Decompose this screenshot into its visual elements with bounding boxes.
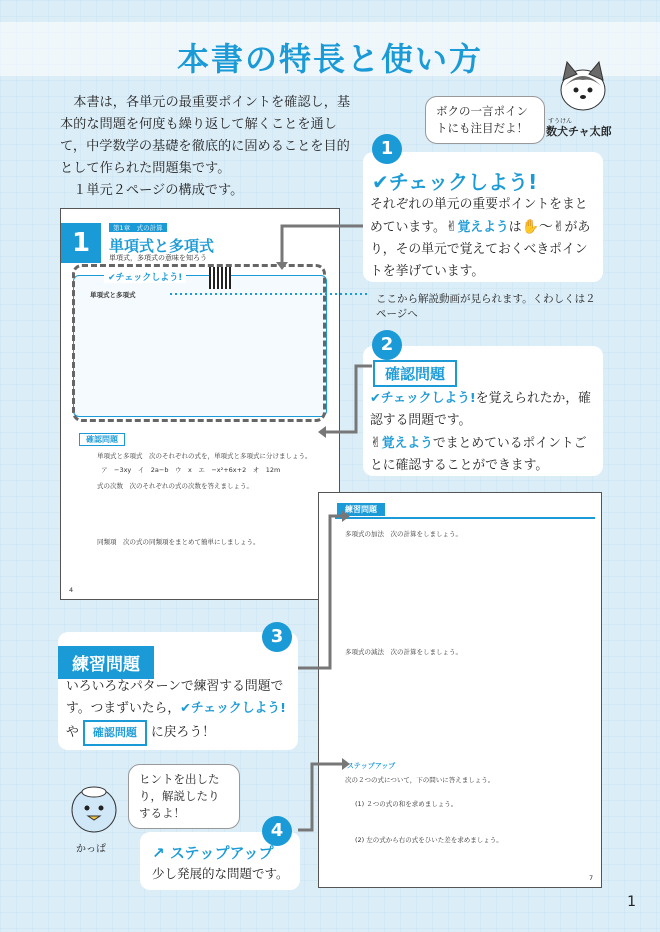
mini-q1: 単項式と多項式 次のそれぞれの式を，単項式と多項式に分けましょう。 <box>97 452 312 460</box>
section2-label: 確認問題 <box>373 360 457 387</box>
section2-text: ✔チェックしよう!を覚えられたか，確認する問題です。 ✌覚えようでまとめているポイントごとに確認することができます。 <box>370 391 591 473</box>
section3-ya: や <box>66 725 79 740</box>
kappa-name: かっぱ <box>76 844 106 855</box>
section2-check: チェックしよう! <box>380 391 476 406</box>
intro-paragraph-1: 本書は，各単元の最重要ポイントを確認し，基本的な問題を何度も繰り返して解くことを通して，中学数学の基礎を徹底的に固めることを目的として作られた問題集です。 <box>60 95 351 176</box>
section1-label-text: チェックしよう! <box>388 170 538 194</box>
mini-right-q3: 次の２つの式について，下の問いに答えましょう。 <box>345 776 495 784</box>
section3-text-b: に戻ろう！ <box>150 725 215 740</box>
section2-oboe: 覚えよう <box>381 436 433 451</box>
section3-number: 3 <box>262 622 292 652</box>
section3-text: いろいろなパターンで練習する問題です。つまずいたら，✔チェックしよう! や 確認問題 に戻ろう！ <box>66 676 294 746</box>
mini-kakunin: 確認問題 <box>79 433 125 446</box>
section4-text: 少し発展的な問題です。 <box>152 866 289 881</box>
mini-q1-answers: ア −3xy イ 2a−b ウ x エ −x²+6x+2 オ 12m <box>101 466 281 474</box>
section3-check: チェックしよう! <box>190 701 286 716</box>
mascot-name: 数犬チャ太郎 <box>546 125 612 138</box>
mini-page-left-number: 4 <box>69 586 74 594</box>
section1-text-a: それぞれの単元の重要ポイントをまとめています。 <box>370 197 588 235</box>
unit-tag: 第1章 式の計算 <box>109 223 167 232</box>
video-note: ここから解説動画が見られます。くわしくは２ページへ <box>376 293 596 320</box>
box-title: 単項式と多項式 <box>90 291 136 299</box>
hand-range-icon: ✋〜✌ <box>521 219 565 235</box>
section3-label: 練習問題 <box>58 646 154 679</box>
section4-label-text: ステップアップ <box>169 844 274 862</box>
section1-label: ✔チェックしよう! <box>372 170 538 194</box>
intro-paragraph-2: １単元２ページの構成です。 <box>73 183 244 198</box>
unit-number: 1 <box>61 223 101 263</box>
section1-text-b: は <box>508 220 522 235</box>
mini-page-right-number: 7 <box>589 874 594 882</box>
mini-q3: 同類項 次の式の同類項をまとめて簡単にしましょう。 <box>97 538 260 546</box>
mini-right-header: 練習問題 <box>337 503 385 516</box>
kappa-bubble: ヒントを出したり，解説したりするよ！ <box>128 764 240 829</box>
mini-right-q1: 多項式の加法 次の計算をしましょう。 <box>345 530 462 538</box>
mascot-bubble: ボクの一言ポイントにも注目だよ！ <box>425 96 545 144</box>
page-number: 1 <box>627 894 636 910</box>
section3-kakunin: 確認問題 <box>83 720 147 746</box>
section3-text-a: いろいろなパターンで練習する問題です。つまずいたら， <box>66 679 284 716</box>
mini-right-q2: 多項式の減法 次の計算をしましょう。 <box>345 648 462 656</box>
section2-text-a: を覚えられたか，確認する問題です。 <box>370 391 591 428</box>
mini-right-q3b: (2) 左の式から右の式をひいた差を求めましょう。 <box>355 836 503 844</box>
mini-right-step-text: ステップアップ <box>346 762 396 770</box>
mini-q2: 式の次数 次のそれぞれの式の次数を答えましょう。 <box>97 482 253 490</box>
mini-right-q3a: (1) ２つの式の和を求めましょう。 <box>355 800 458 808</box>
hand-icon-2: ✌ <box>370 435 382 451</box>
trend-up-icon: ↗ <box>152 844 165 862</box>
unit-sub: 単項式，多項式の意味を知ろう <box>109 254 207 262</box>
check-box-title: ✔チェックしよう! <box>104 270 186 283</box>
section1-oboe: 覚えよう <box>457 220 509 235</box>
page-title: 本書の特長と使い方 <box>176 40 483 78</box>
section2-text-b: でまとめているポイントごとに確認することができます。 <box>370 436 587 473</box>
unit-heading: 単項式と多項式 <box>109 237 215 255</box>
section1-number: 1 <box>372 134 402 164</box>
hand-icon: ✌ <box>445 219 458 235</box>
section2-number: 2 <box>372 330 402 360</box>
section1-text-c: があり，その単元で覚えておくべきポイントを挙げています。 <box>370 220 591 279</box>
section4-number: 4 <box>262 816 292 846</box>
mascot-ruby: すうけん <box>548 118 573 125</box>
check-box-title-text: チェックしよう! <box>115 273 183 283</box>
